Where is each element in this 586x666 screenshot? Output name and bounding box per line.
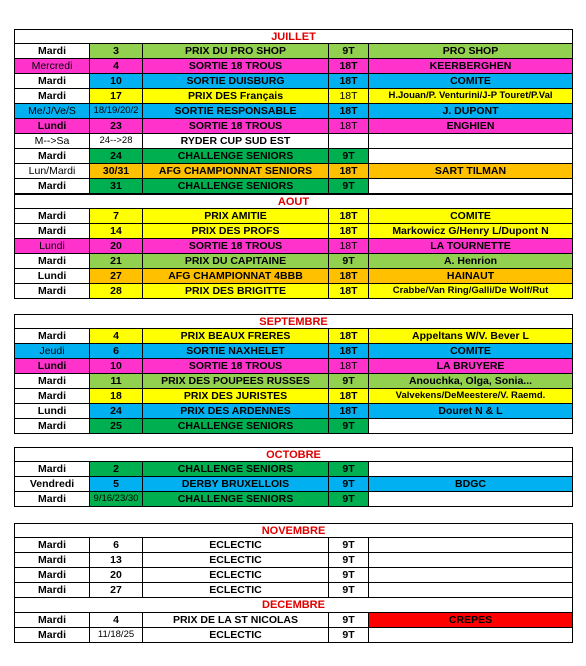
date-cell: 30/31 — [90, 164, 143, 178]
info-cell: Appeltans W/V. Bever L — [369, 329, 573, 343]
day-cell: Lundi — [14, 404, 90, 418]
holes-cell: 18T — [329, 89, 369, 103]
day-cell: Mardi — [14, 44, 90, 58]
info-cell: COMITE — [369, 74, 573, 88]
event-cell: ECLECTIC — [143, 538, 329, 552]
holes-cell: 9T — [329, 149, 369, 163]
date-cell: 18 — [90, 389, 143, 403]
date-cell: 24-->28 — [90, 134, 143, 148]
event-cell: ECLECTIC — [143, 553, 329, 567]
event-cell: CHALLENGE SENIORS — [143, 419, 329, 433]
schedule-row — [14, 628, 573, 643]
info-cell — [369, 419, 573, 433]
day-cell: Mardi — [14, 284, 90, 298]
date-cell: 9/16/23/30 — [90, 492, 143, 506]
event-cell: CHALLENGE SENIORS — [143, 492, 329, 506]
info-cell: Douret N & L — [369, 404, 573, 418]
schedule-row — [14, 477, 573, 492]
day-cell: Mercredi — [14, 59, 90, 73]
day-cell: Mardi — [14, 89, 90, 103]
info-cell: Anouchka, Olga, Sonia... — [369, 374, 573, 388]
event-cell: PRIX BEAUX FRERES — [143, 329, 329, 343]
date-cell: 4 — [90, 329, 143, 343]
day-cell: Lundi — [14, 359, 90, 373]
day-cell: Mardi — [14, 613, 90, 627]
event-cell: ECLECTIC — [143, 583, 329, 597]
month-title: DECEMBRE — [14, 598, 573, 613]
holes-cell: 9T — [329, 492, 369, 506]
event-cell: SORTIE DUISBURG — [143, 74, 329, 88]
schedule-row — [14, 613, 573, 628]
month-section-decembre — [14, 598, 573, 643]
holes-cell: 18T — [329, 119, 369, 133]
holes-cell: 18T — [329, 74, 369, 88]
date-cell: 25 — [90, 419, 143, 433]
date-cell: 5 — [90, 477, 143, 491]
day-cell: Mardi — [14, 209, 90, 223]
schedule-row — [14, 492, 573, 507]
date-cell: 27 — [90, 583, 143, 597]
event-cell: PRIX DES JURISTES — [143, 389, 329, 403]
info-cell: KEERBERGHEN — [369, 59, 573, 73]
schedule-row — [14, 239, 573, 254]
info-cell: ENGHIEN — [369, 119, 573, 133]
event-cell: RYDER CUP SUD EST — [143, 134, 329, 148]
day-cell: Mardi — [14, 254, 90, 268]
event-cell: PRIX DES Français — [143, 89, 329, 103]
schedule-row — [14, 462, 573, 477]
date-cell: 10 — [90, 359, 143, 373]
schedule-row — [14, 374, 573, 389]
month-section-aout — [14, 194, 573, 299]
day-cell: Lundi — [14, 239, 90, 253]
holes-cell: 18T — [329, 59, 369, 73]
info-cell: HAINAUT — [369, 269, 573, 283]
date-cell: 24 — [90, 149, 143, 163]
schedule-row — [14, 269, 573, 284]
info-cell: COMITE — [369, 209, 573, 223]
holes-cell: 9T — [329, 538, 369, 552]
event-cell: PRIX DES BRIGITTE — [143, 284, 329, 298]
date-cell: 3 — [90, 44, 143, 58]
date-cell: 11 — [90, 374, 143, 388]
holes-cell: 9T — [329, 553, 369, 567]
schedule-row — [14, 404, 573, 419]
info-cell: J. DUPONT — [369, 104, 573, 118]
info-cell: A. Henrion — [369, 254, 573, 268]
day-cell: Mardi — [14, 568, 90, 582]
date-cell: 6 — [90, 538, 143, 552]
schedule-row — [14, 179, 573, 194]
date-cell: 18/19/20/2 — [90, 104, 143, 118]
month-title: NOVEMBRE — [14, 523, 573, 538]
holes-cell: 18T — [329, 209, 369, 223]
info-cell — [369, 179, 573, 193]
event-cell: SORTIE 18 TROUS — [143, 359, 329, 373]
date-cell: 7 — [90, 209, 143, 223]
month-title: AOUT — [14, 194, 573, 209]
schedule-row — [14, 419, 573, 434]
holes-cell: 9T — [329, 477, 369, 491]
holes-cell: 9T — [329, 628, 369, 642]
day-cell: Mardi — [14, 628, 90, 642]
date-cell: 20 — [90, 568, 143, 582]
date-cell: 2 — [90, 462, 143, 476]
schedule-row — [14, 583, 573, 598]
month-section-septembre — [14, 314, 573, 434]
holes-cell: 9T — [329, 568, 369, 582]
day-cell: Me/J/Ve/S — [14, 104, 90, 118]
info-cell — [369, 568, 573, 582]
day-cell: M-->Sa — [14, 134, 90, 148]
info-cell — [369, 628, 573, 642]
month-section-juillet — [14, 29, 573, 194]
info-cell: COMITE — [369, 344, 573, 358]
event-cell: AFG CHAMPIONNAT SENIORS — [143, 164, 329, 178]
event-cell: PRIX DES POUPEES RUSSES — [143, 374, 329, 388]
date-cell: 11/18/25 — [90, 628, 143, 642]
schedule-row — [14, 344, 573, 359]
holes-cell: 9T — [329, 613, 369, 627]
schedule-row — [14, 538, 573, 553]
holes-cell: 18T — [329, 329, 369, 343]
info-cell — [369, 134, 573, 148]
day-cell: Mardi — [14, 553, 90, 567]
event-cell: SORTIE RESPONSABLE — [143, 104, 329, 118]
schedule-row — [14, 254, 573, 269]
schedule-row — [14, 568, 573, 583]
date-cell: 21 — [90, 254, 143, 268]
event-cell: CHALLENGE SENIORS — [143, 149, 329, 163]
holes-cell: 18T — [329, 104, 369, 118]
info-cell: Markowicz G/Henry L/Dupont N — [369, 224, 573, 238]
event-cell: PRIX DES ARDENNES — [143, 404, 329, 418]
schedule-row — [14, 359, 573, 374]
schedule-row — [14, 59, 573, 74]
event-cell: PRIX DU CAPITAINE — [143, 254, 329, 268]
info-cell — [369, 149, 573, 163]
info-cell — [369, 492, 573, 506]
date-cell: 14 — [90, 224, 143, 238]
schedule-row — [14, 44, 573, 59]
date-cell: 24 — [90, 404, 143, 418]
info-cell: PRO SHOP — [369, 44, 573, 58]
holes-cell: 18T — [329, 224, 369, 238]
info-cell: Valvekens/DeMeestere/V. Raemd. — [369, 389, 573, 403]
date-cell: 20 — [90, 239, 143, 253]
event-cell: PRIX AMITIE — [143, 209, 329, 223]
holes-cell: 9T — [329, 583, 369, 597]
info-cell: Crabbe/Van Ring/Galli/De Wolf/Rut — [369, 284, 573, 298]
schedule-row — [14, 553, 573, 568]
info-cell: H.Jouan/P. Venturini/J-P Touret/P.Val — [369, 89, 573, 103]
day-cell: Lundi — [14, 269, 90, 283]
date-cell: 27 — [90, 269, 143, 283]
holes-cell: 18T — [329, 269, 369, 283]
day-cell: Mardi — [14, 329, 90, 343]
holes-cell: 9T — [329, 374, 369, 388]
event-cell: PRIX DU PRO SHOP — [143, 44, 329, 58]
date-cell: 4 — [90, 613, 143, 627]
holes-cell: 18T — [329, 239, 369, 253]
day-cell: Mardi — [14, 419, 90, 433]
holes-cell: 18T — [329, 404, 369, 418]
schedule-row — [14, 74, 573, 89]
month-section-novembre — [14, 523, 573, 598]
month-title: SEPTEMBRE — [14, 314, 573, 329]
month-title: JUILLET — [14, 29, 573, 44]
schedule-row — [14, 134, 573, 149]
info-cell: LA BRUYERE — [369, 359, 573, 373]
event-cell: SORTIE 18 TROUS — [143, 59, 329, 73]
event-cell: ECLECTIC — [143, 568, 329, 582]
event-cell: SORTIE 18 TROUS — [143, 119, 329, 133]
holes-cell: 18T — [329, 164, 369, 178]
day-cell: Mardi — [14, 583, 90, 597]
schedule-row — [14, 209, 573, 224]
holes-cell: 9T — [329, 462, 369, 476]
schedule-row — [14, 329, 573, 344]
date-cell: 28 — [90, 284, 143, 298]
month-title: OCTOBRE — [14, 447, 573, 462]
event-cell: SORTIE NAXHELET — [143, 344, 329, 358]
date-cell: 6 — [90, 344, 143, 358]
info-cell — [369, 538, 573, 552]
info-cell — [369, 462, 573, 476]
date-cell: 23 — [90, 119, 143, 133]
schedule-row — [14, 149, 573, 164]
day-cell: Mardi — [14, 462, 90, 476]
date-cell: 10 — [90, 74, 143, 88]
info-cell: CREPES — [369, 613, 573, 627]
day-cell: Mardi — [14, 149, 90, 163]
event-cell: PRIX DES PROFS — [143, 224, 329, 238]
day-cell: Vendredi — [14, 477, 90, 491]
event-cell: ECLECTIC — [143, 628, 329, 642]
event-cell: CHALLENGE SENIORS — [143, 179, 329, 193]
event-cell: PRIX DE LA ST NICOLAS — [143, 613, 329, 627]
schedule-row — [14, 284, 573, 299]
holes-cell: 18T — [329, 284, 369, 298]
month-section-octobre — [14, 447, 573, 507]
schedule-row — [14, 119, 573, 134]
info-cell: SART TILMAN — [369, 164, 573, 178]
day-cell: Lun/Mardi — [14, 164, 90, 178]
day-cell: Mardi — [14, 224, 90, 238]
event-cell: DERBY BRUXELLOIS — [143, 477, 329, 491]
holes-cell: 18T — [329, 359, 369, 373]
holes-cell: 9T — [329, 419, 369, 433]
schedule-row — [14, 89, 573, 104]
holes-cell: 9T — [329, 179, 369, 193]
holes-cell — [329, 134, 369, 148]
holes-cell: 18T — [329, 344, 369, 358]
date-cell: 4 — [90, 59, 143, 73]
day-cell: Mardi — [14, 389, 90, 403]
info-cell: LA TOURNETTE — [369, 239, 573, 253]
schedule-row — [14, 389, 573, 404]
event-cell: SORTIE 18 TROUS — [143, 239, 329, 253]
holes-cell: 18T — [329, 389, 369, 403]
day-cell: Mardi — [14, 179, 90, 193]
schedule-row — [14, 224, 573, 239]
holes-cell: 9T — [329, 254, 369, 268]
holes-cell: 9T — [329, 44, 369, 58]
day-cell: Mardi — [14, 374, 90, 388]
schedule-row — [14, 104, 573, 119]
day-cell: Jeudi — [14, 344, 90, 358]
event-cell: CHALLENGE SENIORS — [143, 462, 329, 476]
info-cell — [369, 553, 573, 567]
day-cell: Mardi — [14, 74, 90, 88]
day-cell: Lundi — [14, 119, 90, 133]
date-cell: 17 — [90, 89, 143, 103]
date-cell: 13 — [90, 553, 143, 567]
date-cell: 31 — [90, 179, 143, 193]
day-cell: Mardi — [14, 538, 90, 552]
event-cell: AFG CHAMPIONNAT 4BBB — [143, 269, 329, 283]
info-cell: BDGC — [369, 477, 573, 491]
schedule-row — [14, 164, 573, 179]
day-cell: Mardi — [14, 492, 90, 506]
info-cell — [369, 583, 573, 597]
